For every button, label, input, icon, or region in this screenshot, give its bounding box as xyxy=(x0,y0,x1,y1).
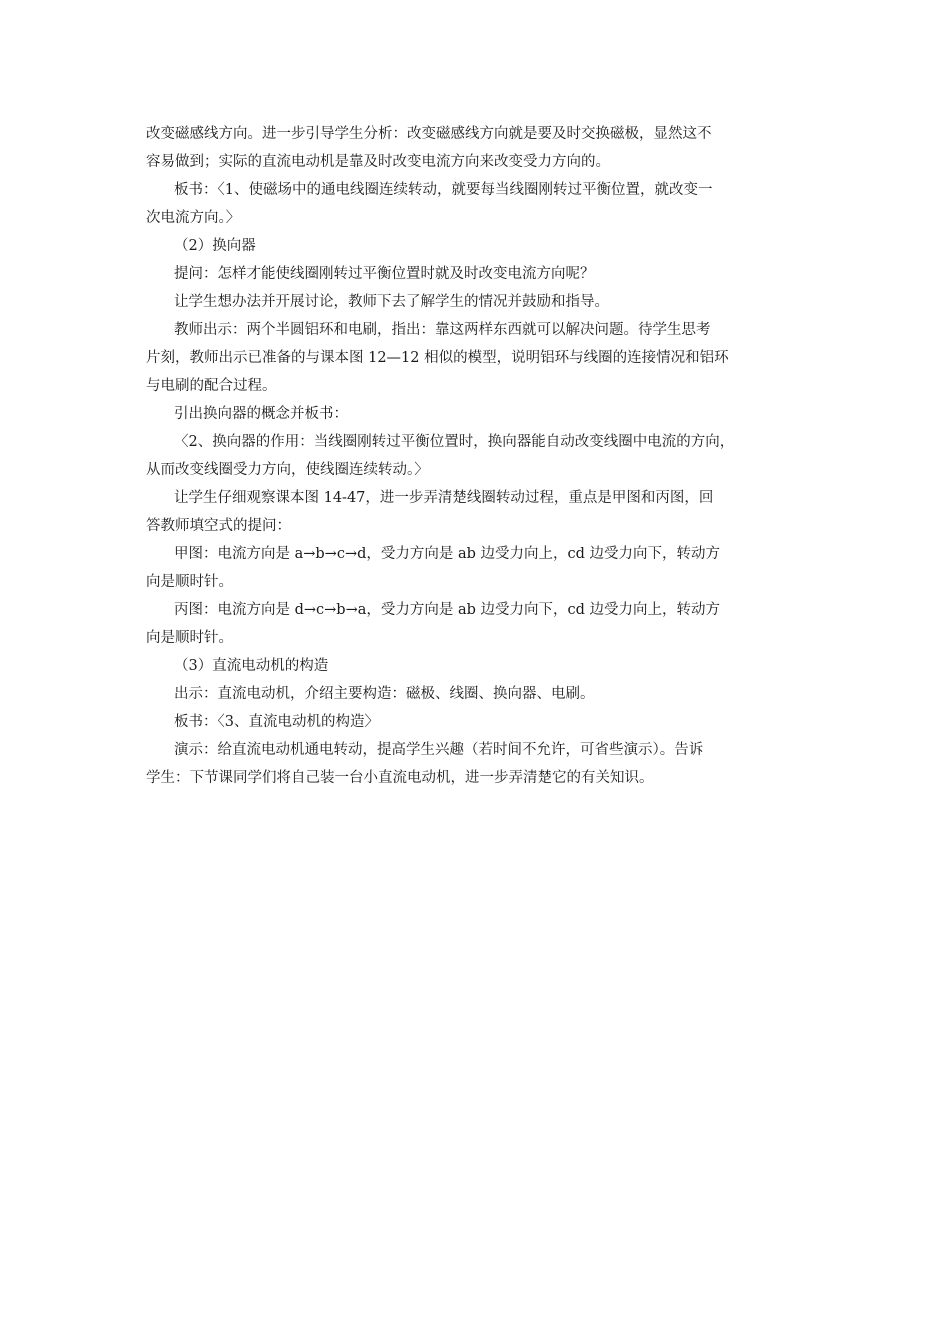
text-line: 演示：给直流电动机通电转动，提高学生兴趣（若时间不允许，可省些演示）。告诉 xyxy=(174,742,704,758)
document-body xyxy=(146,120,818,792)
text-line: （2）换向器 xyxy=(174,238,256,254)
text-line: 向是顺时针。 xyxy=(146,630,233,646)
text-line: 学生：下节课同学们将自己装一台小直流电动机，进一步弄清楚它的有关知识。 xyxy=(146,770,654,786)
text-line: 甲图：电流方向是 a→b→c→d，受力方向是 ab 边受力向上，cd 边受力向下，转动方 xyxy=(174,546,721,562)
text-line: 从而改变线圈受力方向，使线圈连续转动。〉 xyxy=(146,462,429,478)
text-line: 改变磁感线方向。进一步引导学生分析：改变磁感线方向就是要及时交换磁极，显然这不 xyxy=(146,126,712,142)
text-line: 次电流方向。〉 xyxy=(146,210,241,226)
text-line: 丙图：电流方向是 d→c→b→a，受力方向是 ab 边受力向下，cd 边受力向上，转动方 xyxy=(174,602,721,618)
text-line: 答教师填空式的提问： xyxy=(146,518,291,534)
text-line: 板书：〈3、直流电动机的构造〉 xyxy=(174,714,379,730)
text-line: 引出换向器的概念并板书： xyxy=(174,406,348,422)
text-line: 让学生仔细观察课本图 14-47，进一步弄清楚线圈转动过程，重点是甲图和丙图，回 xyxy=(174,490,714,506)
text-line: 让学生想办法并开展讨论，教师下去了解学生的情况并鼓励和指导。 xyxy=(174,294,609,310)
text-line: 提问：怎样才能使线圈刚转过平衡位置时就及时改变电流方向呢？ xyxy=(174,266,595,282)
text-line: 出示：直流电动机，介绍主要构造：磁极、线圈、换向器、电刷。 xyxy=(174,686,595,702)
text-line: 教师出示：两个半圆铝环和电刷，指出：靠这两样东西就可以解决问题。待学生思考 xyxy=(174,322,711,338)
text-line: 板书：〈1、使磁场中的通电线圈连续转动，就要每当线圈刚转过平衡位置，就改变一 xyxy=(174,182,713,198)
text-line: 〈2、换向器的作用：当线圈刚转过平衡位置时，换向器能自动改变线圈中电流的方向， xyxy=(174,434,735,450)
text-line: 容易做到；实际的直流电动机是靠及时改变电流方向来改变受力方向的。 xyxy=(146,154,610,170)
text-line: 与电刷的配合过程。 xyxy=(146,378,277,394)
text-line: 片刻，教师出示已准备的与课本图 12—12 相似的模型，说明铝环与线圈的连接情况和铝环 xyxy=(146,350,729,366)
text-line: （3）直流电动机的构造 xyxy=(174,658,329,674)
text-line: 向是顺时针。 xyxy=(146,574,233,590)
